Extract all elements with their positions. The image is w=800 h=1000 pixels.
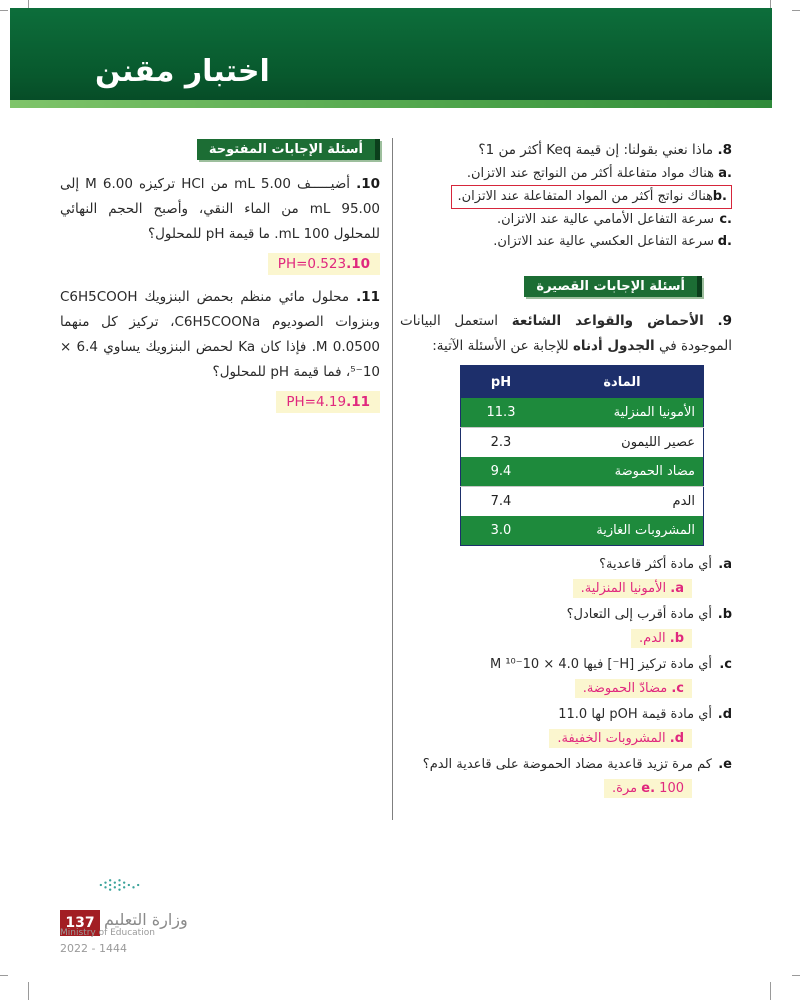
crop-mark	[792, 10, 800, 11]
subquestion-letter: d.	[717, 707, 732, 722]
subquestion-letter: e.	[718, 757, 732, 772]
question-text: ماذا نعني بقولنا: إن قيمة Keq أكثر من 1؟	[478, 142, 714, 158]
question-8	[400, 138, 732, 163]
answer-text: الدم.	[639, 631, 666, 646]
subquestion-answer	[573, 579, 692, 598]
answer-letter: e.	[641, 781, 656, 796]
question-10	[60, 172, 380, 247]
edition-year: 2022 - 1444	[60, 942, 127, 955]
answer-text: الأمونيا المنزلية.	[580, 581, 667, 596]
crop-mark	[792, 975, 800, 976]
ph-table	[460, 365, 704, 546]
option-c	[400, 209, 732, 231]
subquestion-e	[400, 754, 732, 776]
crop-mark	[0, 10, 8, 11]
question-text: للإجابة عن الأسئلة الآتية:	[432, 338, 573, 354]
table-cell-substance: مضاد الحموضة	[541, 457, 704, 487]
question-text: استعمل البيانات الموجودة في	[400, 313, 732, 354]
crop-mark	[770, 982, 771, 1000]
column-divider	[392, 138, 393, 820]
answer-box	[268, 253, 380, 275]
question-table-ref: الجدول أدناه	[572, 338, 655, 354]
subquestion-a	[400, 554, 732, 576]
subquestion-c	[400, 654, 732, 676]
answer-number: 11.	[346, 394, 370, 410]
question-11	[60, 285, 380, 385]
answer-text: PH=4.19	[286, 394, 347, 410]
subquestion-text: أي مادة أكثر قاعدية؟	[599, 557, 712, 572]
table-header-ph: pH	[461, 366, 542, 399]
page-number: 137	[60, 910, 100, 936]
question-text: محلول مائي منظم بحمض البنزويك C6H5COOH وبنزوات الصوديوم C6H5COONa، تركيز كل منهما 0.0500 M. فإذا كان Ka لحمض البنزويك يساوي 6.4 × 10⁻⁵، فما قيمة pH للمحلول؟	[60, 289, 381, 380]
option-b-selected	[451, 185, 733, 209]
table-row	[461, 398, 704, 428]
subquestion-letter: c.	[719, 657, 732, 672]
table-row	[461, 487, 704, 517]
table-header-substance: المادة	[541, 366, 704, 399]
question-number: 10.	[356, 176, 381, 192]
table-row	[461, 516, 704, 546]
subquestion-text: أي مادة قيمة pOH لها 11.0	[558, 707, 712, 722]
answer-box	[276, 391, 380, 413]
table-cell-ph: 3.0	[461, 516, 542, 546]
option-d	[400, 231, 732, 253]
answer-text: المشروبات الخفيفة.	[557, 731, 666, 746]
subquestion-text: أي مادة تركيز [H⁻] فيها 4.0 × 10⁻¹⁰ M	[489, 657, 712, 672]
answer-text: PH=0.523	[277, 256, 347, 272]
subquestion-d	[400, 704, 732, 726]
option-text: هناك نواتج أكثر من المواد المتفاعلة عند الاتزان.	[457, 189, 713, 204]
subquestion-answer	[575, 679, 692, 698]
answer-letter: a.	[670, 581, 684, 596]
subquestion-letter: b.	[717, 607, 732, 622]
table-cell-substance: الأمونيا المنزلية	[541, 398, 704, 428]
crop-mark	[0, 975, 8, 976]
subquestion-text: كم مرة تزيد قاعدية مضاد الحموضة على قاعدية الدم؟	[422, 757, 712, 772]
table-cell-substance: المشروبات الغازية	[541, 516, 704, 546]
ministry-logo-icon	[95, 868, 165, 902]
table-cell-substance: الدم	[541, 487, 704, 517]
answer-letter: b.	[669, 631, 684, 646]
answer-text: مضادّ الحموضة.	[582, 681, 668, 696]
question-number: 8.	[717, 142, 732, 158]
option-a	[400, 163, 732, 185]
table-row	[461, 428, 704, 458]
question-number: 11.	[356, 289, 380, 305]
subquestion-b	[400, 604, 732, 626]
answer-number: 10.	[346, 256, 370, 272]
option-letter: a.	[718, 166, 732, 181]
table-cell-substance: عصير الليمون	[541, 428, 704, 458]
subquestion-answer	[549, 729, 692, 748]
multiple-choice-column	[400, 138, 732, 800]
answer-text: 100 مرة.	[612, 781, 684, 796]
page-title: اختبار مقنن	[95, 54, 270, 89]
option-text: سرعة التفاعل العكسي عالية عند الاتزان.	[493, 234, 714, 249]
option-letter: b.	[712, 189, 727, 204]
option-text: هناك مواد متفاعلة أكثر من النواتج عند الاتزان.	[466, 166, 714, 181]
crop-mark	[28, 982, 29, 1000]
option-text: سرعة التفاعل الأمامي عالية عند الاتزان.	[496, 212, 714, 227]
question-9	[400, 309, 732, 359]
section-banner-short: أسئلة الإجابات القصيرة	[524, 276, 702, 297]
table-cell-ph: 2.3	[461, 428, 542, 458]
table-cell-ph: 11.3	[461, 398, 542, 428]
ministry-name-en: Ministry of Education	[60, 928, 155, 938]
subquestion-answer	[631, 629, 692, 648]
subquestion-text: أي مادة أقرب إلى التعادل؟	[566, 607, 712, 622]
subquestion-answer	[604, 779, 692, 798]
crop-mark	[28, 0, 29, 8]
answer-letter: c.	[671, 681, 684, 696]
table-row	[461, 457, 704, 487]
ministry-name-ar: وزارة التعليم	[104, 910, 188, 929]
section-banner-open: أسئلة الإجابات المفتوحة	[197, 139, 380, 160]
header-strip	[10, 100, 772, 108]
option-letter: c.	[719, 212, 732, 227]
table-cell-ph: 7.4	[461, 487, 542, 517]
subquestion-letter: a.	[718, 557, 732, 572]
crop-mark	[770, 0, 771, 8]
question-number: 9.	[717, 313, 732, 329]
answer-letter: d.	[669, 731, 684, 746]
question-text: أضيـــــف 5.00 mL من HCl تركيزه 6.00 M إلى 95.00 mL من الماء النقي، وأصبح الحجم النهائي للمحلول 100 mL. ما قيمة pH للمحلول؟	[60, 176, 381, 242]
option-letter: d.	[717, 234, 732, 249]
open-answer-column	[60, 138, 380, 413]
question-topic: الأحماض والقواعد الشائعة	[511, 313, 704, 329]
table-cell-ph: 9.4	[461, 457, 542, 487]
